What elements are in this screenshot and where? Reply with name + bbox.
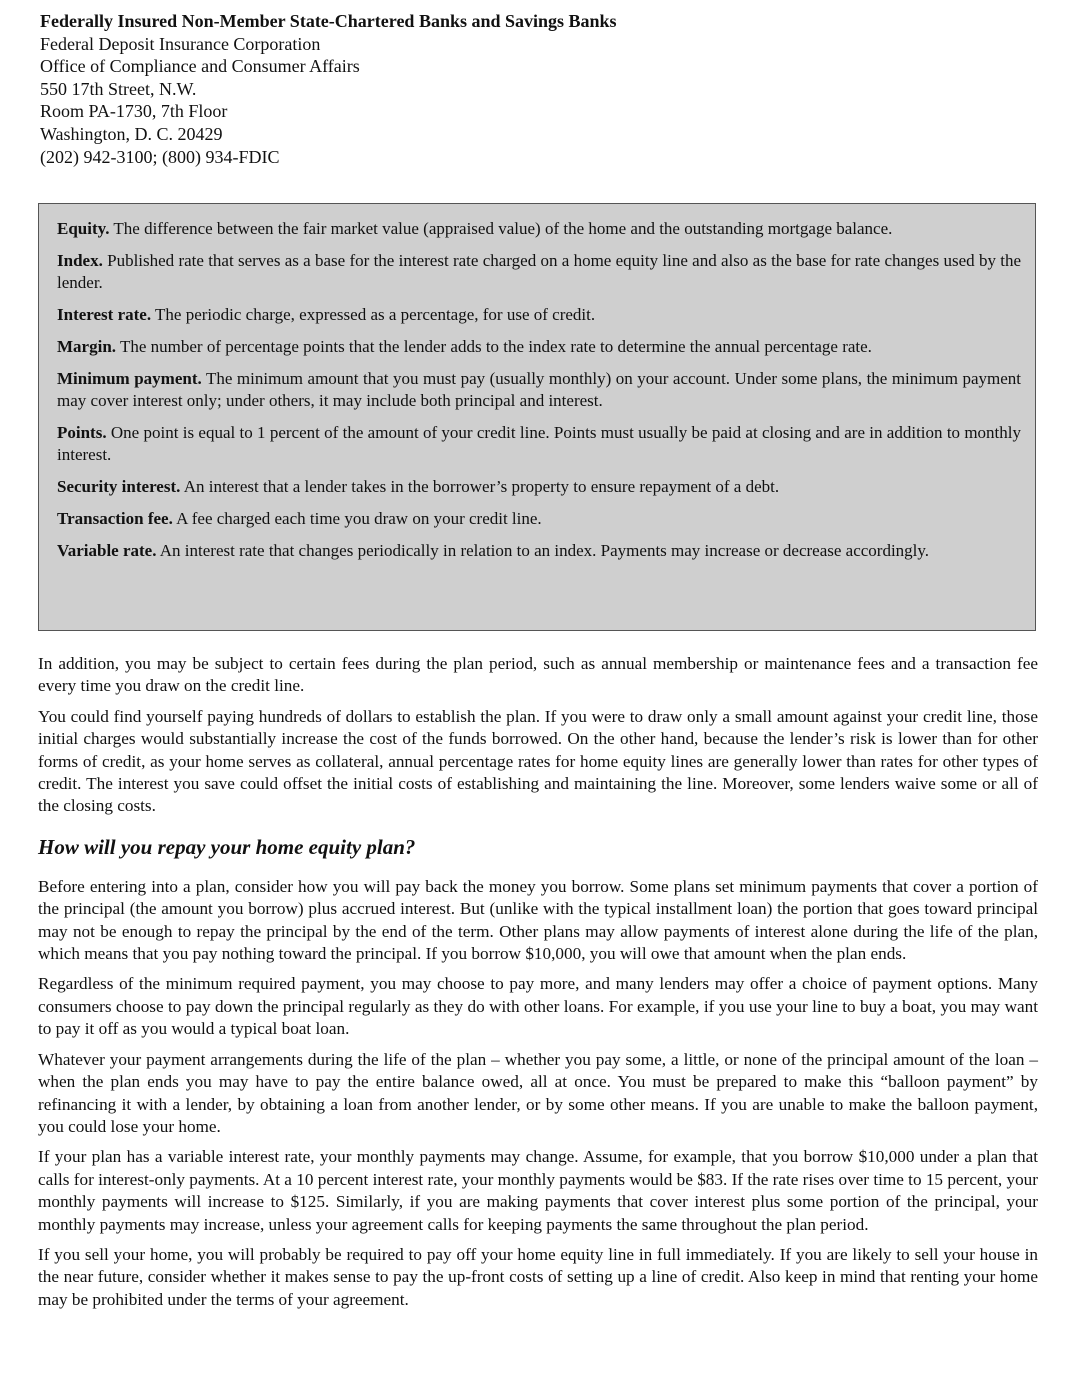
- address-line: Room PA-1730, 7th Floor: [40, 101, 228, 122]
- glossary-entry-variable-rate: [57, 540, 1021, 562]
- paragraph: If your plan has a variable interest rate, your monthly payments may change. Assume, for example, that you borrow $10,000 under a plan that calls for interest-only payments. At a 10 percent interest rate, your monthly payments would be $83. If the rate rises over time to 15 percent, your monthly payments will increase to $125. Similarly, if you are making payments that cover interest plus some portion of the principal, your monthly payments may increase, unless your agreement calls for keeping payments the same throughout the plan period.: [38, 1147, 1038, 1234]
- glossary-entry-security-interest: [57, 476, 1021, 498]
- glossary-term: Points.: [57, 423, 107, 442]
- glossary-definition: The periodic charge, expressed as a percentage, for use of credit.: [155, 305, 596, 324]
- glossary-term: Interest rate.: [57, 305, 152, 324]
- glossary-definition: The difference between the fair market value (appraised value) of the home and the outstanding mortgage balance.: [113, 219, 893, 238]
- glossary-term: Security interest.: [57, 477, 181, 496]
- glossary-entry-index: [57, 250, 1021, 294]
- section-heading: How will you repay your home equity plan?: [38, 834, 416, 859]
- glossary-term: Transaction fee.: [57, 509, 173, 528]
- address-line: Federal Deposit Insurance Corporation: [40, 33, 321, 54]
- glossary-box: [38, 203, 1036, 631]
- agency-title: Federally Insured Non-Member State-Chartered Banks and Savings Banks: [40, 11, 617, 31]
- paragraph: In addition, you may be subject to certain fees during the plan period, such as annual membership or maintenance fees and a transaction fee every time you draw on the credit line.: [38, 654, 1038, 696]
- glossary-definition: A fee charged each time you draw on your credit line.: [176, 509, 542, 528]
- glossary-term: Index.: [57, 251, 103, 270]
- glossary-term: Variable rate.: [57, 541, 157, 560]
- agency-address-block: [40, 10, 1040, 168]
- paragraph: You could find yourself paying hundreds of dollars to establish the plan. If you were to draw only a small amount against your credit line, those initial charges would substantially increase the cost of the funds borrowed. On the other hand, because the lender’s risk is lower than for other forms of credit, as your home serves as collateral, annual percentage rates for home equity lines are generally lower than rates for other types of credit. The interest you save could offset the initial costs of establishing and maintaining the line. Moreover, some lenders waive some or all of the closing costs.: [38, 706, 1038, 816]
- glossary-definition: The minimum amount that you must pay (usually monthly) on your account. Under some plans, the minimum payment may cover interest only; under others, it may include both principal and interest.: [57, 369, 1021, 410]
- address-line: 550 17th Street, N.W.: [40, 78, 197, 99]
- body-text: [38, 653, 1038, 1319]
- address-line: Washington, D. C. 20429: [40, 123, 223, 144]
- glossary-entry-interest-rate: [57, 304, 1021, 326]
- glossary-definition: An interest rate that changes periodically in relation to an index. Payments may increase or decrease accordingly.: [159, 541, 930, 560]
- glossary-term: Minimum payment.: [57, 369, 202, 388]
- glossary-entry-minimum-payment: [57, 368, 1021, 412]
- glossary-definition: An interest that a lender takes in the borrower’s property to ensure repayment of a debt.: [183, 477, 780, 496]
- address-line: Office of Compliance and Consumer Affairs: [40, 56, 360, 77]
- paragraph: Whatever your payment arrangements during the life of the plan – whether you pay some, a little, or none of the principal amount of the loan – when the plan ends you may have to pay the entire balance owed, all at once. You must be prepared to make this “balloon payment” by refinancing it with a lender, by obtaining a loan from another lender, or by some other means. If you are unable to make the balloon payment, you could lose your home.: [38, 1049, 1038, 1136]
- glossary-term: Margin.: [57, 337, 117, 356]
- paragraph: Before entering into a plan, consider how you will pay back the money you borrow. Some plans set minimum payments that cover a portion of the principal (the amount you borrow) plus accrued interest. But (unlike with the typical installment loan) the portion that goes toward principal may not be enough to repay the principal by the end of the term. Other plans may allow payments of interest alone during the life of the plan, which means that you pay nothing toward the principal. If you borrow $10,000, you will owe that amount when the plan ends.: [38, 876, 1038, 964]
- glossary-entry-transaction-fee: [57, 508, 1021, 530]
- glossary-entry-margin: [57, 336, 1021, 358]
- paragraph: Regardless of the minimum required payment, you may choose to pay more, and many lenders may offer a choice of payment options. Many consumers choose to pay down the principal regularly as they do with other loans. For example, if you use your line to buy a boat, you may want to pay it off as you would a typical boat loan.: [38, 974, 1038, 1039]
- glossary-entry-points: [57, 422, 1021, 466]
- glossary-entry-equity: [57, 218, 1021, 240]
- glossary-definition: The number of percentage points that the lender adds to the index rate to determine the annual percentage rate.: [119, 337, 872, 356]
- address-line: (202) 942-3100; (800) 934-FDIC: [40, 146, 280, 167]
- glossary-term: Equity.: [57, 219, 110, 238]
- glossary-definition: One point is equal to 1 percent of the amount of your credit line. Points must usually be paid at closing and are in addition to monthly interest.: [57, 423, 1022, 464]
- glossary-definition: Published rate that serves as a base for the interest rate charged on a home equity line and also as the base for rate changes used by the lender.: [57, 251, 1021, 292]
- paragraph: If you sell your home, you will probably be required to pay off your home equity line in full immediately. If you are likely to sell your house in the near future, consider whether it makes sense to pay the up-front costs of setting up a line of credit. Also keep in mind that renting your home may be prohibited under the terms of your agreement.: [38, 1244, 1038, 1309]
